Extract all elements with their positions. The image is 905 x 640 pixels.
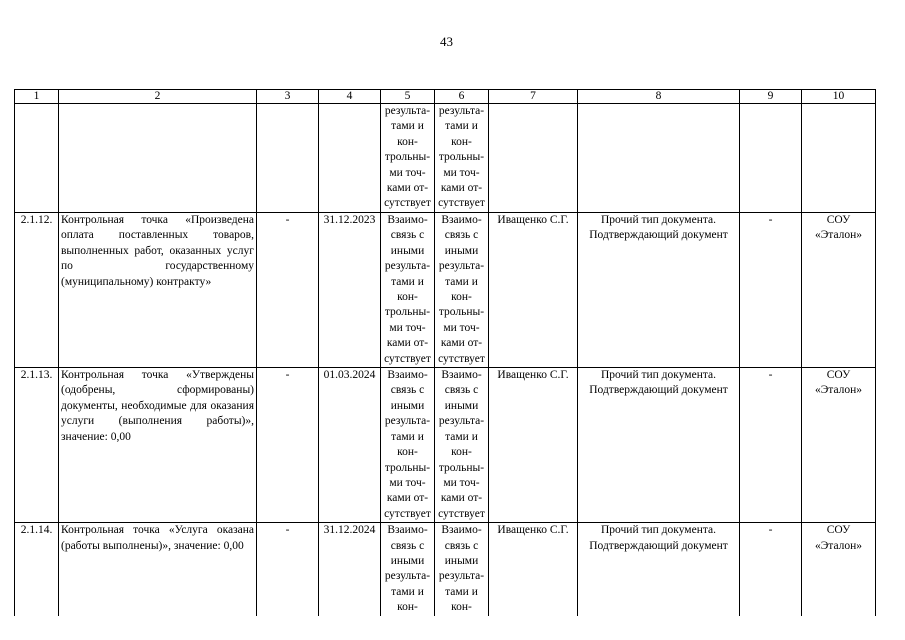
cell-name: Контрольная точка «Произведена оплата поставленных товаров, выполненных работ, оказанных услуг по государственному (муниципальному) контракту» <box>59 213 257 368</box>
cell-system: СОУ «Эталон» <box>802 368 876 523</box>
header-col-4: 4 <box>319 90 381 104</box>
cell-col3: - <box>257 213 319 368</box>
cell-empty <box>319 104 381 213</box>
cell-relation-6: Взаимо- связь с иными результа- тами и кон- трольны- ми точ- ками от- сутствует <box>435 213 489 368</box>
header-col-1: 1 <box>15 90 59 104</box>
cell-system: СОУ «Эталон» <box>802 523 876 616</box>
cell-empty <box>15 104 59 213</box>
cell-relation-6: Взаимо- связь с иными результа- тами и кон- трольны- ми точ- ками от- сутствует <box>435 368 489 523</box>
cell-col9: - <box>740 523 802 616</box>
cell-relation-6: Взаимо- связь с иными результа- тами и кон- <box>435 523 489 616</box>
cell-responsible: Иващенко С.Г. <box>489 213 578 368</box>
cell-empty <box>257 104 319 213</box>
header-col-5: 5 <box>381 90 435 104</box>
cell-document: Прочий тип документа. Подтверждающий документ <box>578 213 740 368</box>
cell-number: 2.1.14. <box>15 523 59 616</box>
cell-date: 31.12.2023 <box>319 213 381 368</box>
cell-system: СОУ «Эталон» <box>802 213 876 368</box>
table-row <box>15 213 876 368</box>
control-points-table <box>14 89 876 616</box>
cell-empty <box>489 104 578 213</box>
cell-responsible: Иващенко С.Г. <box>489 523 578 616</box>
cell-col3: - <box>257 368 319 523</box>
cell-empty <box>740 104 802 213</box>
header-col-2: 2 <box>59 90 257 104</box>
cell-document: Прочий тип документа. Подтверждающий документ <box>578 368 740 523</box>
page-number: 43 <box>440 34 453 49</box>
header-col-6: 6 <box>435 90 489 104</box>
cell-document: Прочий тип документа. Подтверждающий документ <box>578 523 740 616</box>
header-col-10: 10 <box>802 90 876 104</box>
cell-empty <box>578 104 740 213</box>
cell-relation-5: Взаимо- связь с иными результа- тами и кон- <box>381 523 435 616</box>
table-row <box>15 368 876 523</box>
cell-relation-5: Взаимо- связь с иными результа- тами и кон- трольны- ми точ- ками от- сутствует <box>381 213 435 368</box>
cell-col3: - <box>257 523 319 616</box>
cell-date: 31.12.2024 <box>319 523 381 616</box>
cell-relation-6: результа- тами и кон- трольны- ми точ- ками от- сутствует <box>435 104 489 213</box>
cell-name: Контрольная точка «Услуга оказана (работы выполнены)», значение: 0,00 <box>59 523 257 616</box>
cell-number: 2.1.12. <box>15 213 59 368</box>
header-col-8: 8 <box>578 90 740 104</box>
cell-number: 2.1.13. <box>15 368 59 523</box>
cell-responsible: Иващенко С.Г. <box>489 368 578 523</box>
cell-col9: - <box>740 368 802 523</box>
cell-name: Контрольная точка «Утверждены (одобрены, сформированы) документы, необходимые для оказания услуги (выполнения работы)», значение: 0,00 <box>59 368 257 523</box>
cell-col9: - <box>740 213 802 368</box>
continuation-row <box>15 104 876 213</box>
cell-relation-5: результа- тами и кон- трольны- ми точ- ками от- сутствует <box>381 104 435 213</box>
cell-empty <box>59 104 257 213</box>
cell-relation-5: Взаимо- связь с иными результа- тами и кон- трольны- ми точ- ками от- сутствует <box>381 368 435 523</box>
header-col-3: 3 <box>257 90 319 104</box>
table-row <box>15 523 876 616</box>
header-row <box>15 90 876 104</box>
cell-empty <box>802 104 876 213</box>
header-col-7: 7 <box>489 90 578 104</box>
cell-date: 01.03.2024 <box>319 368 381 523</box>
header-col-9: 9 <box>740 90 802 104</box>
